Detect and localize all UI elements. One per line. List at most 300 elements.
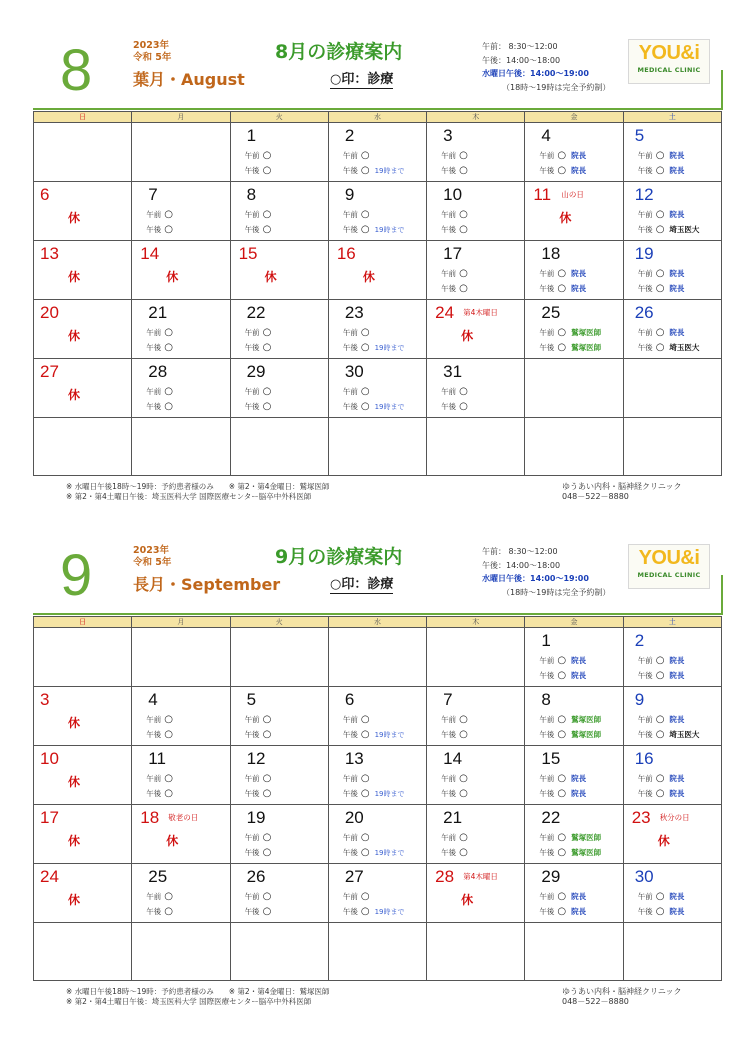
afternoon-label: 午後: [146, 343, 162, 352]
day-number: 16: [336, 244, 356, 263]
morning-slot: [245, 327, 272, 338]
doctor-name: 鷲塚医師: [571, 730, 602, 739]
day-number: 15: [541, 749, 561, 768]
morning-label: 午前: [637, 210, 653, 219]
weekday-header: 金: [525, 112, 623, 123]
open-mark: ○: [557, 150, 567, 161]
year-japanese-era: 令和 5年: [133, 557, 172, 568]
hours-am: 午前： 8:30～12:00: [482, 547, 558, 556]
open-mark: ○: [557, 788, 567, 799]
morning-label: 午前: [539, 328, 555, 337]
open-mark: ○: [164, 327, 174, 338]
holiday-name: 秋分の日: [659, 813, 690, 822]
morning-label: 午前: [342, 151, 358, 160]
month-number: 8: [60, 38, 93, 103]
day-number: 25: [541, 303, 561, 322]
open-mark: ○: [655, 714, 665, 725]
morning-label: 午前: [637, 656, 653, 665]
doctor-name: 院長: [669, 715, 685, 724]
afternoon-slot: [441, 847, 468, 858]
open-mark: ○: [164, 773, 174, 784]
calendar-day-cell: [328, 746, 426, 805]
afternoon-slot: [146, 906, 173, 917]
open-mark: ○: [360, 714, 370, 725]
open-mark: ○: [459, 832, 468, 843]
morning-label: 午前: [441, 269, 457, 278]
day-number: 27: [344, 867, 364, 886]
morning-label: 午前: [342, 774, 358, 783]
day-number: 26: [634, 303, 654, 322]
doctor-name: 院長: [669, 269, 685, 278]
calendar-day-cell: [623, 241, 721, 300]
afternoon-label: 午後: [342, 402, 358, 411]
doctor-name: 院長: [669, 907, 685, 916]
morning-label: 午前: [244, 387, 260, 396]
afternoon-label: 午後: [441, 166, 457, 175]
calendar-day-cell: [328, 687, 426, 746]
afternoon-slot: [343, 788, 405, 800]
open-mark: ○: [655, 283, 665, 294]
open-mark: ○: [459, 729, 468, 740]
hours-pm: 午後：14:00～18:00: [482, 55, 561, 65]
day-number: 30: [344, 362, 364, 381]
calendar-day-cell: [132, 687, 230, 746]
open-mark: ○: [557, 729, 567, 740]
calendar-day-cell: [623, 123, 721, 182]
morning-label: 午前: [441, 833, 457, 842]
footer-notes: [66, 987, 329, 1006]
morning-label: 午前: [539, 269, 555, 278]
clinic-hours: [482, 40, 610, 94]
doctor-name: 鷲塚医師: [571, 833, 602, 842]
calendar-day-cell: [132, 864, 230, 923]
open-mark: ○: [262, 386, 272, 397]
morning-label: 午前: [146, 210, 162, 219]
open-mark: ○: [262, 209, 272, 220]
day-number: 14: [140, 244, 160, 263]
afternoon-slot: [638, 906, 685, 917]
afternoon-slot: [146, 342, 173, 353]
calendar-day-cell: [34, 687, 132, 746]
open-mark: ○: [360, 209, 370, 220]
calendar-day-cell: [427, 300, 525, 359]
open-mark: ○: [459, 386, 468, 397]
open-mark: ○: [557, 891, 567, 902]
open-mark: ○: [655, 655, 665, 666]
afternoon-slot: [441, 729, 468, 740]
afternoon-slot: [146, 788, 173, 799]
afternoon-label: 午後: [244, 343, 260, 352]
calendar-day-cell: [525, 687, 623, 746]
morning-label: 午前: [539, 656, 555, 665]
calendar-empty-cell: [427, 628, 525, 687]
calendar-day-cell: [427, 805, 525, 864]
open-mark: ○: [164, 224, 174, 235]
calendar-day-cell: [132, 805, 230, 864]
open-mark: ○: [262, 714, 272, 725]
calendar-empty-cell: [525, 418, 623, 476]
morning-label: 午前: [539, 892, 555, 901]
afternoon-slot: [441, 165, 468, 176]
morning-slot: [441, 150, 468, 161]
extended-hours-note: 19時まで: [374, 403, 405, 411]
day-number: 13: [40, 244, 59, 263]
open-mark: ○: [655, 906, 665, 917]
morning-slot: [343, 773, 370, 784]
doctor-name: 埼玉医大: [669, 225, 700, 234]
day-number: 17: [443, 244, 463, 263]
footer-note-1: ※ 水曜日午後18時～19時：予約患者様のみ ※ 第2・第4金曜日：鷲塚医師: [66, 987, 330, 996]
closed-label: 休: [68, 716, 81, 730]
day-number: 30: [634, 867, 654, 886]
afternoon-label: 午後: [539, 343, 555, 352]
afternoon-label: 午後: [244, 225, 260, 234]
open-mark: ○: [262, 788, 272, 799]
morning-label: 午前: [637, 151, 653, 160]
calendar-day-cell: [34, 359, 132, 418]
morning-label: 午前: [244, 774, 260, 783]
open-mark: ○: [360, 165, 370, 176]
day-number: 8: [246, 185, 257, 204]
afternoon-slot: [441, 788, 468, 799]
calendar-week: [34, 864, 722, 923]
day-number: 5: [246, 690, 257, 709]
calendar-day-cell: [34, 864, 132, 923]
afternoon-slot: [539, 729, 601, 740]
open-mark: ○: [262, 327, 272, 338]
day-number: 1: [246, 126, 257, 145]
day-number: 19: [634, 244, 654, 263]
day-number: 6: [40, 185, 50, 204]
doctor-name: 院長: [669, 284, 685, 293]
open-mark: ○: [360, 401, 370, 412]
afternoon-slot: [245, 165, 272, 176]
morning-label: 午前: [637, 269, 653, 278]
closed-label: 休: [362, 270, 375, 284]
hours-note: （18時～19時は完全予約制）: [502, 587, 611, 597]
afternoon-slot: [245, 788, 272, 799]
doctor-name: 院長: [571, 166, 587, 175]
calendar-day-cell: [623, 687, 721, 746]
calendar-empty-cell: [34, 418, 132, 476]
extended-hours-note: 19時まで: [374, 226, 405, 234]
day-number: 25: [148, 867, 168, 886]
calendar-empty-cell: [230, 418, 328, 476]
calendar-grid: [33, 111, 722, 476]
day-number: 18: [541, 244, 561, 263]
morning-label: 午前: [146, 715, 162, 724]
hours-am: 午前： 8:30～12:00: [482, 42, 558, 51]
day-number: 9: [634, 690, 645, 709]
open-mark: ○: [164, 714, 174, 725]
afternoon-label: 午後: [637, 671, 653, 680]
doctor-name: 鷲塚医師: [571, 343, 602, 352]
afternoon-label: 午後: [441, 848, 457, 857]
closed-label: 休: [461, 329, 474, 343]
open-mark: ○: [164, 386, 174, 397]
doctor-name: 院長: [571, 284, 587, 293]
open-mark: ○: [360, 327, 370, 338]
calendar-day-cell: [230, 123, 328, 182]
afternoon-label: 午後: [342, 848, 358, 857]
calendar-day-cell: [34, 300, 132, 359]
calendar-day-cell: [230, 241, 328, 300]
afternoon-slot: [539, 283, 586, 294]
open-mark: ○: [557, 165, 567, 176]
page-title: 9月の診療案内: [275, 546, 403, 568]
clinic-phone: 048－522－8880: [562, 491, 629, 501]
morning-slot: [441, 773, 468, 784]
calendar-day-cell: [328, 182, 426, 241]
afternoon-slot: [343, 401, 405, 413]
afternoon-slot: [343, 729, 405, 741]
open-mark: ○: [655, 268, 665, 279]
day-number: 21: [148, 303, 168, 322]
afternoon-label: 午後: [146, 225, 162, 234]
footer-contact: [562, 482, 682, 501]
doctor-name: 院長: [669, 210, 685, 219]
day-number: 15: [238, 244, 258, 263]
day-number: 24: [435, 303, 455, 322]
calendar-day-cell: [34, 182, 132, 241]
open-mark: ○: [262, 165, 272, 176]
open-mark: ○: [360, 773, 370, 784]
morning-label: 午前: [244, 715, 260, 724]
day-number: 12: [246, 749, 266, 768]
day-number: 7: [443, 690, 453, 709]
day-number: 18: [140, 808, 160, 827]
year-label: [133, 545, 171, 569]
open-mark: ○: [655, 729, 665, 740]
calendar-empty-cell: [427, 923, 525, 981]
day-number: 4: [148, 690, 158, 709]
morning-slot: [343, 209, 370, 220]
open-mark: ○: [557, 655, 567, 666]
open-mark: ○: [164, 209, 174, 220]
afternoon-label: 午後: [342, 907, 358, 916]
footer-notes: [66, 482, 329, 501]
closed-label: 休: [68, 893, 81, 907]
morning-slot: [441, 714, 468, 725]
day-number: 28: [148, 362, 168, 381]
closed-label: 休: [68, 270, 81, 284]
day-number: 3: [443, 126, 453, 145]
extended-hours-note: 19時まで: [374, 908, 405, 916]
afternoon-slot: [245, 342, 272, 353]
header-rule-right: [721, 70, 723, 110]
morning-slot: [343, 386, 370, 397]
morning-slot: [441, 832, 468, 843]
day-number: 10: [40, 749, 59, 768]
clinic-phone: 048－522－8880: [562, 996, 629, 1006]
closed-label: 休: [559, 211, 572, 225]
open-mark: ○: [164, 891, 174, 902]
open-mark: ○: [262, 773, 272, 784]
morning-slot: [638, 268, 685, 279]
holiday-name: 山の日: [561, 190, 584, 199]
calendar-empty-cell: [230, 628, 328, 687]
morning-label: 午前: [441, 774, 457, 783]
doctor-name: 院長: [571, 892, 587, 901]
extended-hours-note: 19時まで: [374, 167, 405, 175]
open-mark: ○: [360, 788, 370, 799]
doctor-name: 院長: [571, 151, 587, 160]
day-number: 14: [443, 749, 463, 768]
morning-slot: [146, 891, 173, 902]
calendar-day-cell: [525, 300, 623, 359]
doctor-name: 鷲塚医師: [571, 715, 602, 724]
afternoon-label: 午後: [342, 343, 358, 352]
afternoon-slot: [539, 847, 601, 858]
afternoon-label: 午後: [146, 730, 162, 739]
weekday-header: 土: [623, 112, 721, 123]
afternoon-slot: [245, 906, 272, 917]
open-mark: ○: [655, 224, 665, 235]
legend: ○印：診療: [330, 72, 394, 87]
morning-label: 午前: [637, 328, 653, 337]
morning-slot: [539, 327, 601, 338]
calendar-day-cell: [230, 359, 328, 418]
calendar-empty-cell: [132, 923, 230, 981]
calendar-day-cell: [525, 805, 623, 864]
afternoon-slot: [343, 224, 405, 236]
morning-slot: [638, 773, 685, 784]
morning-label: 午前: [441, 210, 457, 219]
clinic-name: ゆうあい内科・脳神経クリニック: [562, 482, 682, 491]
header-rule: [33, 613, 723, 615]
calendar-week: [34, 746, 722, 805]
morning-slot: [441, 268, 468, 279]
morning-slot: [245, 714, 272, 725]
extended-hours-note: 19時まで: [374, 344, 405, 352]
morning-slot: [539, 773, 586, 784]
morning-slot: [245, 150, 272, 161]
afternoon-slot: [539, 670, 586, 681]
extended-hours-note: 19時まで: [374, 849, 405, 857]
month-number: 9: [60, 543, 93, 608]
morning-slot: [638, 655, 685, 666]
day-number: 2: [344, 126, 355, 145]
clinic-name: ゆうあい内科・脳神経クリニック: [562, 987, 682, 996]
day-number: 5: [634, 126, 645, 145]
day-number: 31: [443, 362, 463, 381]
calendar-day-cell: [34, 746, 132, 805]
afternoon-label: 午後: [441, 730, 457, 739]
open-mark: ○: [459, 224, 468, 235]
afternoon-label: 午後: [244, 402, 260, 411]
morning-label: 午前: [146, 892, 162, 901]
afternoon-label: 午後: [539, 789, 555, 798]
morning-slot: [343, 832, 370, 843]
legend: ○印：診療: [330, 577, 394, 592]
open-mark: ○: [557, 342, 567, 353]
holiday-name: 敬老の日: [168, 813, 199, 822]
open-mark: ○: [459, 209, 468, 220]
open-mark: ○: [557, 906, 567, 917]
open-mark: ○: [459, 283, 468, 294]
day-number: 12: [634, 185, 654, 204]
day-number: 13: [344, 749, 364, 768]
morning-label: 午前: [637, 892, 653, 901]
day-number: 7: [148, 185, 158, 204]
doctor-name: 院長: [571, 774, 587, 783]
calendar-empty-cell: [328, 628, 426, 687]
doctor-name: 埼玉医大: [669, 730, 700, 739]
morning-slot: [146, 327, 173, 338]
open-mark: ○: [655, 891, 665, 902]
calendar-day-cell: [34, 241, 132, 300]
calendar-day-cell: [623, 746, 721, 805]
open-mark: ○: [360, 150, 370, 161]
day-number: 23: [344, 303, 364, 322]
afternoon-label: 午後: [539, 848, 555, 857]
closed-label: 休: [68, 211, 81, 225]
afternoon-slot: [245, 847, 272, 858]
afternoon-label: 午後: [441, 402, 457, 411]
afternoon-label: 午後: [441, 284, 457, 293]
open-mark: ○: [164, 906, 174, 917]
afternoon-label: 午後: [637, 166, 653, 175]
afternoon-label: 午後: [539, 730, 555, 739]
footer-note-2: ※ 第2・第4土曜日午後：埼玉医科大学 国際医療センター脳卒中外科医師: [66, 996, 312, 1006]
afternoon-label: 午後: [146, 907, 162, 916]
morning-slot: [343, 327, 370, 338]
weekday-header: 火: [230, 112, 328, 123]
doctor-name: 院長: [669, 892, 685, 901]
open-mark: ○: [360, 224, 370, 235]
day-number: 27: [40, 362, 59, 381]
afternoon-label: 午後: [637, 343, 653, 352]
morning-slot: [638, 150, 685, 161]
open-mark: ○: [262, 150, 272, 161]
calendar-empty-cell: [132, 418, 230, 476]
morning-slot: [245, 832, 272, 843]
open-mark: ○: [360, 386, 370, 397]
weekday-header: 日: [34, 617, 132, 628]
clinic-logo: [628, 544, 710, 589]
calendar-empty-cell: [525, 359, 623, 418]
open-mark: ○: [557, 832, 567, 843]
doctor-name: 鷲塚医師: [571, 848, 602, 857]
calendar-empty-cell: [328, 418, 426, 476]
weekday-header: 金: [525, 617, 623, 628]
day-number: 22: [541, 808, 561, 827]
morning-slot: [539, 714, 601, 725]
afternoon-slot: [343, 342, 405, 354]
morning-label: 午前: [637, 774, 653, 783]
day-number: 24: [40, 867, 59, 886]
logo-text: YOU&i: [638, 547, 700, 569]
open-mark: ○: [655, 670, 665, 681]
open-mark: ○: [164, 401, 174, 412]
morning-slot: [245, 773, 272, 784]
morning-label: 午前: [342, 833, 358, 842]
afternoon-slot: [146, 729, 173, 740]
open-mark: ○: [360, 832, 370, 843]
afternoon-label: 午後: [637, 789, 653, 798]
afternoon-label: 午後: [146, 789, 162, 798]
afternoon-slot: [146, 401, 173, 412]
day-number: 20: [344, 808, 364, 827]
afternoon-label: 午後: [539, 671, 555, 680]
afternoon-slot: [539, 342, 601, 353]
day-number: 23: [631, 808, 651, 827]
afternoon-label: 午後: [342, 166, 358, 175]
day-number: 22: [246, 303, 266, 322]
year-western: 2023年: [133, 545, 169, 556]
open-mark: ○: [655, 788, 665, 799]
calendar-empty-cell: [427, 418, 525, 476]
